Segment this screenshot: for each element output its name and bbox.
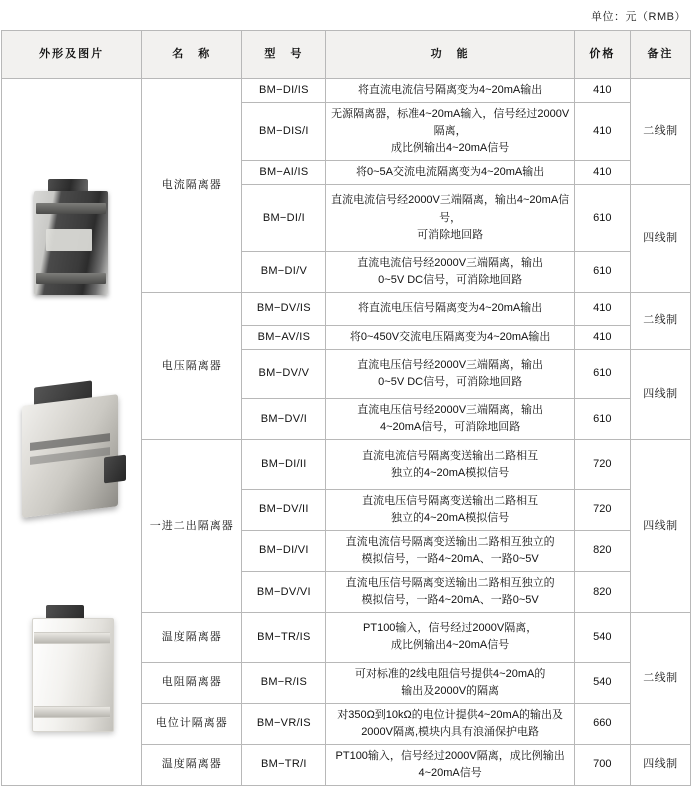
model-code: BM−DI/II: [242, 440, 326, 490]
function-description: 直流电压信号经2000V三端隔离，输出 4~20mA信号，可消除地回路: [326, 399, 574, 440]
price-value: 820: [574, 530, 630, 571]
unit-note: 单位：元（RMB）: [591, 11, 686, 23]
price-value: 410: [574, 79, 630, 103]
table-header-row: [2, 31, 691, 79]
price-value: 410: [574, 292, 630, 325]
price-value: 720: [574, 489, 630, 530]
model-code: BM−DV/II: [242, 489, 326, 530]
temperature-isolator-photo: [16, 602, 128, 742]
remark-label: 四线制: [630, 349, 690, 440]
function-description: 直流电流信号经2000V三端隔离，输出 0~5V DC信号，可消除地回路: [326, 251, 574, 292]
product-group-name: 电阻隔离器: [142, 662, 242, 703]
column-header-remark: 备注: [630, 31, 690, 79]
product-photo-cell: [2, 79, 142, 786]
price-value: 610: [574, 349, 630, 399]
price-value: 720: [574, 440, 630, 490]
price-value: 410: [574, 325, 630, 349]
model-code: BM−VR/IS: [242, 703, 326, 744]
remark-label: 二线制: [630, 292, 690, 349]
function-description: 对350Ω到10kΩ的电位计提供4~20mA的输出及 2000V隔离,模块内具有浪涌保护电路: [326, 703, 574, 744]
function-description: 直流电流信号隔离变送输出二路相互独立的 模拟信号，一路4~20mA、一路0~5V: [326, 530, 574, 571]
voltage-isolator-photo: [12, 382, 132, 532]
column-header-function: 功 能: [326, 31, 574, 79]
price-value: 610: [574, 185, 630, 252]
product-group-name: 温度隔离器: [142, 744, 242, 785]
model-code: BM−DI/IS: [242, 79, 326, 103]
model-code: BM−DV/V: [242, 349, 326, 399]
product-group-name: 电压隔离器: [142, 292, 242, 439]
product-group-name: 电位计隔离器: [142, 703, 242, 744]
price-value: 540: [574, 613, 630, 663]
price-value: 660: [574, 703, 630, 744]
model-code: BM−DV/I: [242, 399, 326, 440]
product-group-name: 温度隔离器: [142, 613, 242, 663]
table-header: [2, 31, 691, 79]
product-group-name: 一进二出隔离器: [142, 440, 242, 613]
price-value: 820: [574, 572, 630, 613]
table-row: [2, 79, 691, 103]
model-code: BM−AI/IS: [242, 161, 326, 185]
function-description: 直流电流信号经2000V三端隔离，输出4~20mA信号， 可消除地回路: [326, 185, 574, 252]
remark-label: 四线制: [630, 744, 690, 785]
table-body: [2, 79, 691, 786]
price-value: 610: [574, 251, 630, 292]
model-code: BM−AV/IS: [242, 325, 326, 349]
function-description: 无源隔离器，标准4~20mA输入，信号经过2000V隔离， 成比例输出4~20mA信号: [326, 103, 574, 161]
model-code: BM−TR/IS: [242, 613, 326, 663]
function-description: 将直流电压信号隔离变为4~20mA输出: [326, 292, 574, 325]
model-code: BM−TR/I: [242, 744, 326, 785]
function-description: 将0~5A交流电流隔离变为4~20mA输出: [326, 161, 574, 185]
price-value: 410: [574, 103, 630, 161]
photo-stack: [6, 82, 137, 782]
price-value: 700: [574, 744, 630, 785]
current-isolator-photo: [20, 177, 124, 307]
remark-label: 二线制: [630, 79, 690, 185]
function-description: 直流电流信号隔离变送输出二路相互 独立的4~20mA模拟信号: [326, 440, 574, 490]
function-description: 将0~450V交流电压隔离变为4~20mA输出: [326, 325, 574, 349]
model-code: BM−R/IS: [242, 662, 326, 703]
price-value: 610: [574, 399, 630, 440]
model-code: BM−DI/VI: [242, 530, 326, 571]
function-description: 将直流电流信号隔离变为4~20mA输出: [326, 79, 574, 103]
remark-label: 四线制: [630, 185, 690, 293]
function-description: 直流电压信号隔离变送输出二路相互 独立的4~20mA模拟信号: [326, 489, 574, 530]
model-code: BM−DI/V: [242, 251, 326, 292]
function-description: 可对标准的2线电阻信号提供4~20mA的 输出及2000V的隔离: [326, 662, 574, 703]
column-header-name: 名 称: [142, 31, 242, 79]
model-code: BM−DI/I: [242, 185, 326, 252]
column-header-model: 型 号: [242, 31, 326, 79]
remark-label: 四线制: [630, 440, 690, 613]
price-value: 540: [574, 662, 630, 703]
model-code: BM−DIS/I: [242, 103, 326, 161]
column-header-price: 价格: [574, 31, 630, 79]
product-group-name: 电流隔离器: [142, 79, 242, 293]
column-header-photo: 外形及图片: [2, 31, 142, 79]
remark-label: 二线制: [630, 613, 690, 745]
model-code: BM−DV/IS: [242, 292, 326, 325]
function-description: 直流电压信号隔离变送输出二路相互独立的 模拟信号，一路4~20mA、一路0~5V: [326, 572, 574, 613]
price-value: 410: [574, 161, 630, 185]
function-description: 直流电压信号经2000V三端隔离，输出 0~5V DC信号，可消除地回路: [326, 349, 574, 399]
model-code: BM−DV/VI: [242, 572, 326, 613]
function-description: PT100输入，信号经过2000V隔离， 成比例输出4~20mA信号: [326, 613, 574, 663]
product-spec-table: [1, 30, 691, 786]
function-description: PT100输入，信号经过2000V隔离，成比例输出4~20mA信号: [326, 744, 574, 785]
